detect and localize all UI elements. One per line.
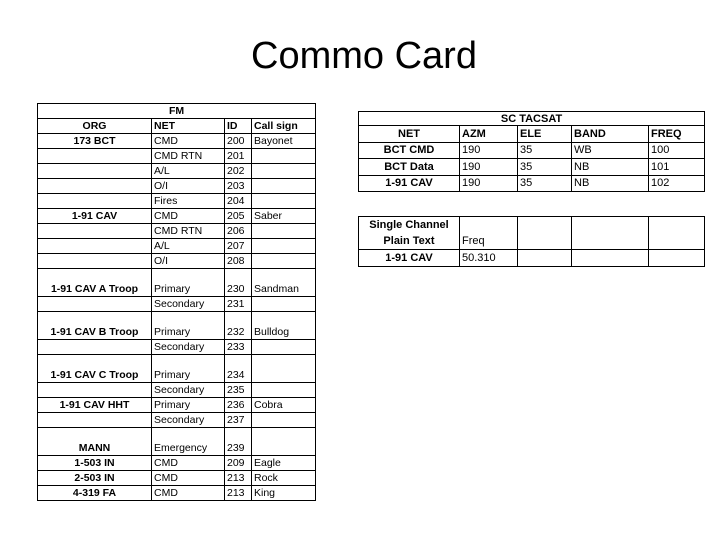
sc-band-cell: NB [572, 159, 649, 176]
fm-org-cell: 1-503 IN [38, 456, 152, 471]
sc-azm-cell: 190 [460, 175, 518, 192]
fm-id-cell: 200 [225, 134, 252, 149]
fm-net-cell: A/L [152, 164, 225, 179]
fm-callsign-cell: Rock [252, 471, 316, 486]
fm-net-cell: CMD [152, 471, 225, 486]
sc-tacsat-table [358, 111, 705, 192]
fm-callsign-cell: Eagle [252, 456, 316, 471]
fm-id-cell: 213 [225, 486, 252, 501]
fm-net-cell: A/L [152, 239, 225, 254]
fm-row [38, 269, 316, 297]
fm-callsign-cell [252, 413, 316, 428]
sc-net-cell: BCT Data [359, 159, 460, 176]
fm-callsign-cell [252, 224, 316, 239]
sc-row [359, 159, 705, 176]
single-channel-freq: 50.310 [460, 250, 518, 267]
fm-id-cell: 231 [225, 297, 252, 312]
sc-header-azm: AZM [460, 126, 518, 143]
fm-net-cell: Secondary [152, 383, 225, 398]
sc-row [359, 142, 705, 159]
fm-row [38, 297, 316, 312]
fm-row [38, 486, 316, 501]
fm-row [38, 194, 316, 209]
sc-freq-cell: 101 [649, 159, 705, 176]
fm-org-cell [38, 239, 152, 254]
fm-row [38, 383, 316, 398]
fm-callsign-cell: Bayonet [252, 134, 316, 149]
sc-row [359, 175, 705, 192]
fm-callsign-cell: Cobra [252, 398, 316, 413]
fm-org-cell [38, 149, 152, 164]
fm-net-cell: O/I [152, 179, 225, 194]
fm-id-cell: 206 [225, 224, 252, 239]
fm-net-cell: Emergency [152, 428, 225, 456]
fm-id-cell: 204 [225, 194, 252, 209]
fm-net-cell: Primary [152, 312, 225, 340]
fm-net-cell: Primary [152, 269, 225, 297]
fm-callsign-cell [252, 254, 316, 269]
single-channel-net: 1-91 CAV [359, 250, 460, 267]
fm-row [38, 428, 316, 456]
fm-row [38, 179, 316, 194]
fm-net-cell: CMD RTN [152, 224, 225, 239]
fm-callsign-cell [252, 164, 316, 179]
fm-net-cell: CMD [152, 209, 225, 224]
fm-net-cell: Primary [152, 355, 225, 383]
fm-id-cell: 207 [225, 239, 252, 254]
fm-org-cell [38, 179, 152, 194]
fm-callsign-cell [252, 428, 316, 456]
fm-row [38, 209, 316, 224]
fm-id-cell: 233 [225, 340, 252, 355]
page-title: Commo Card [251, 35, 477, 77]
fm-header-org: ORG [38, 119, 152, 134]
single-channel-table [358, 216, 705, 267]
fm-org-cell [38, 383, 152, 398]
fm-org-cell [38, 194, 152, 209]
fm-callsign-cell [252, 179, 316, 194]
fm-callsign-cell [252, 297, 316, 312]
fm-org-cell [38, 340, 152, 355]
fm-id-cell: 209 [225, 456, 252, 471]
sc-ele-cell: 35 [518, 159, 572, 176]
fm-row [38, 224, 316, 239]
fm-table [37, 103, 316, 501]
sc-freq-cell: 100 [649, 142, 705, 159]
fm-org-cell: 1-91 CAV C Troop [38, 355, 152, 383]
sc-header-freq: FREQ [649, 126, 705, 143]
fm-row [38, 149, 316, 164]
sc-header-band: BAND [572, 126, 649, 143]
fm-row [38, 413, 316, 428]
fm-org-cell [38, 413, 152, 428]
fm-header-id: ID [225, 119, 252, 134]
fm-org-cell: MANN [38, 428, 152, 456]
fm-id-cell: 203 [225, 179, 252, 194]
fm-org-cell: 173 BCT [38, 134, 152, 149]
fm-callsign-cell [252, 149, 316, 164]
fm-callsign-cell [252, 340, 316, 355]
sc-ele-cell: 35 [518, 142, 572, 159]
fm-org-cell: 1-91 CAV HHT [38, 398, 152, 413]
sc-ele-cell: 35 [518, 175, 572, 192]
sc-freq-cell: 102 [649, 175, 705, 192]
sc-azm-cell: 190 [460, 159, 518, 176]
fm-callsign-cell: Saber [252, 209, 316, 224]
fm-row [38, 456, 316, 471]
fm-org-cell [38, 164, 152, 179]
fm-id-cell: 208 [225, 254, 252, 269]
fm-row [38, 164, 316, 179]
sc-net-cell: 1-91 CAV [359, 175, 460, 192]
fm-id-cell: 230 [225, 269, 252, 297]
fm-id-cell: 232 [225, 312, 252, 340]
sc-tacsat-caption: SC TACSAT [359, 112, 705, 126]
fm-id-cell: 239 [225, 428, 252, 456]
sc-band-cell: WB [572, 142, 649, 159]
sc-azm-cell: 190 [460, 142, 518, 159]
fm-callsign-cell [252, 383, 316, 398]
single-channel-label: Single Channel [359, 217, 460, 234]
fm-header-callsign: Call sign [252, 119, 316, 134]
fm-row [38, 355, 316, 383]
fm-row [38, 134, 316, 149]
fm-net-cell: CMD [152, 456, 225, 471]
fm-org-cell: 1-91 CAV [38, 209, 152, 224]
fm-row [38, 340, 316, 355]
fm-row [38, 471, 316, 486]
fm-callsign-cell: Sandman [252, 269, 316, 297]
fm-callsign-cell: King [252, 486, 316, 501]
sc-band-cell: NB [572, 175, 649, 192]
fm-net-cell: Secondary [152, 340, 225, 355]
freq-header: Freq [460, 233, 518, 250]
fm-id-cell: 205 [225, 209, 252, 224]
fm-callsign-cell [252, 355, 316, 383]
fm-net-cell: O/I [152, 254, 225, 269]
fm-org-cell: 1-91 CAV B Troop [38, 312, 152, 340]
fm-id-cell: 236 [225, 398, 252, 413]
fm-net-cell: Primary [152, 398, 225, 413]
fm-org-cell [38, 224, 152, 239]
fm-row [38, 254, 316, 269]
fm-org-cell: 4-319 FA [38, 486, 152, 501]
fm-org-cell [38, 297, 152, 312]
sc-header-ele: ELE [518, 126, 572, 143]
fm-callsign-cell [252, 239, 316, 254]
fm-caption: FM [38, 104, 316, 119]
plain-text-label: Plain Text [359, 233, 460, 250]
fm-row [38, 239, 316, 254]
fm-id-cell: 235 [225, 383, 252, 398]
fm-row [38, 398, 316, 413]
fm-org-cell: 2-503 IN [38, 471, 152, 486]
fm-callsign-cell [252, 194, 316, 209]
fm-id-cell: 237 [225, 413, 252, 428]
fm-id-cell: 234 [225, 355, 252, 383]
fm-net-cell: CMD [152, 134, 225, 149]
fm-callsign-cell: Bulldog [252, 312, 316, 340]
fm-org-cell [38, 254, 152, 269]
fm-net-cell: Secondary [152, 413, 225, 428]
fm-id-cell: 201 [225, 149, 252, 164]
fm-id-cell: 202 [225, 164, 252, 179]
fm-net-cell: CMD RTN [152, 149, 225, 164]
sc-net-cell: BCT CMD [359, 142, 460, 159]
fm-row [38, 312, 316, 340]
fm-net-cell: Secondary [152, 297, 225, 312]
fm-header-net: NET [152, 119, 225, 134]
fm-net-cell: CMD [152, 486, 225, 501]
fm-org-cell: 1-91 CAV A Troop [38, 269, 152, 297]
fm-net-cell: Fires [152, 194, 225, 209]
fm-id-cell: 213 [225, 471, 252, 486]
sc-header-net: NET [359, 126, 460, 143]
